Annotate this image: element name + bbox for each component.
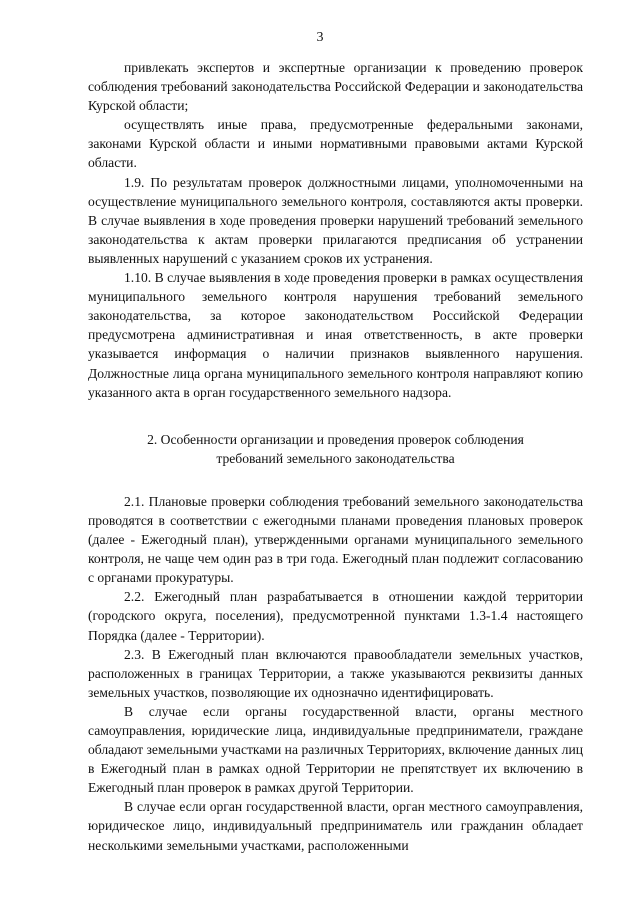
paragraph: привлекать экспертов и экспертные организации к проведению проверок соблюдения требований законодательства Российской Федерации и законодательства Курской области; <box>88 60 583 114</box>
paragraph: В случае если органы государственной власти, органы местного самоуправления, юридические лица, индивидуальные предприниматели, граждане обладают земельными участками на различных Территориях, включение данных лиц в Ежегодный план в рамках одной Территории не препятствует их включению в Ежегодный план проверок в рамках другой Территории. <box>88 703 583 796</box>
section-heading-line-2: требований земельного законодательства <box>216 450 455 466</box>
paragraph-1-9: 1.9. По результатам проверок должностными лицами, уполномоченными на осуществление муниципального земельного контроля, составляются акты проверки. В случае выявления в ходе проведения проверки нарушений требований земельного законодательства к актам проверки прилагаются предписания об устранении выявленных нарушений с указанием сроков их устранения. <box>88 174 583 266</box>
paragraph: осуществлять иные права, предусмотренные федеральными законами, законами Курской области и иными нормативными правовыми актами Курской области. <box>88 117 583 171</box>
page-number: 3 <box>316 30 324 45</box>
document-body <box>88 58 583 855</box>
section-heading-line-1: 2. Особенности организации и проведения проверок соблюдения <box>147 431 524 447</box>
paragraph-2-2: 2.2. Ежегодный план разрабатывается в отношении каждой территории (городского округа, поселения), предусмотренной пунктами 1.3-1.4 настоящего Порядка (далее - Территории). <box>88 589 583 643</box>
section-heading <box>88 430 583 468</box>
paragraph-1-10: 1.10. В случае выявления в ходе проведения проверки в рамках осуществления муниципального земельного контроля нарушения требований земельного законодательства, за которое законодательством Российской Федерации предусмотрена административная и иная ответственность, в акте проверки указывается информация о наличии признаков выявленного нарушения. Должностные лица органа муниципального земельного контроля направляют копию указанного акта в орган государственного земельного надзора. <box>88 270 583 400</box>
paragraph-2-3: 2.3. В Ежегодный план включаются правообладатели земельных участков, расположенных в границах Территории, а также указываются реквизиты данных земельных участков, позволяющие их однозначно идентифицировать. <box>88 646 583 700</box>
paragraph-2-1: 2.1. Плановые проверки соблюдения требований земельного законодательства проводятся в соответствии с ежегодными планами проведения плановых проверок (далее - Ежегодный план), утвержденными органами муниципального земельного контроля, не чаще чем один раз в три года. Ежегодный план подлежит согласованию с органами прокуратуры. <box>88 493 583 586</box>
paragraph: В случае если орган государственной власти, орган местного самоуправления, юридическое лицо, индивидуальный предприниматель или гражданин обладает несколькими земельными участками, расположенными <box>88 799 583 853</box>
